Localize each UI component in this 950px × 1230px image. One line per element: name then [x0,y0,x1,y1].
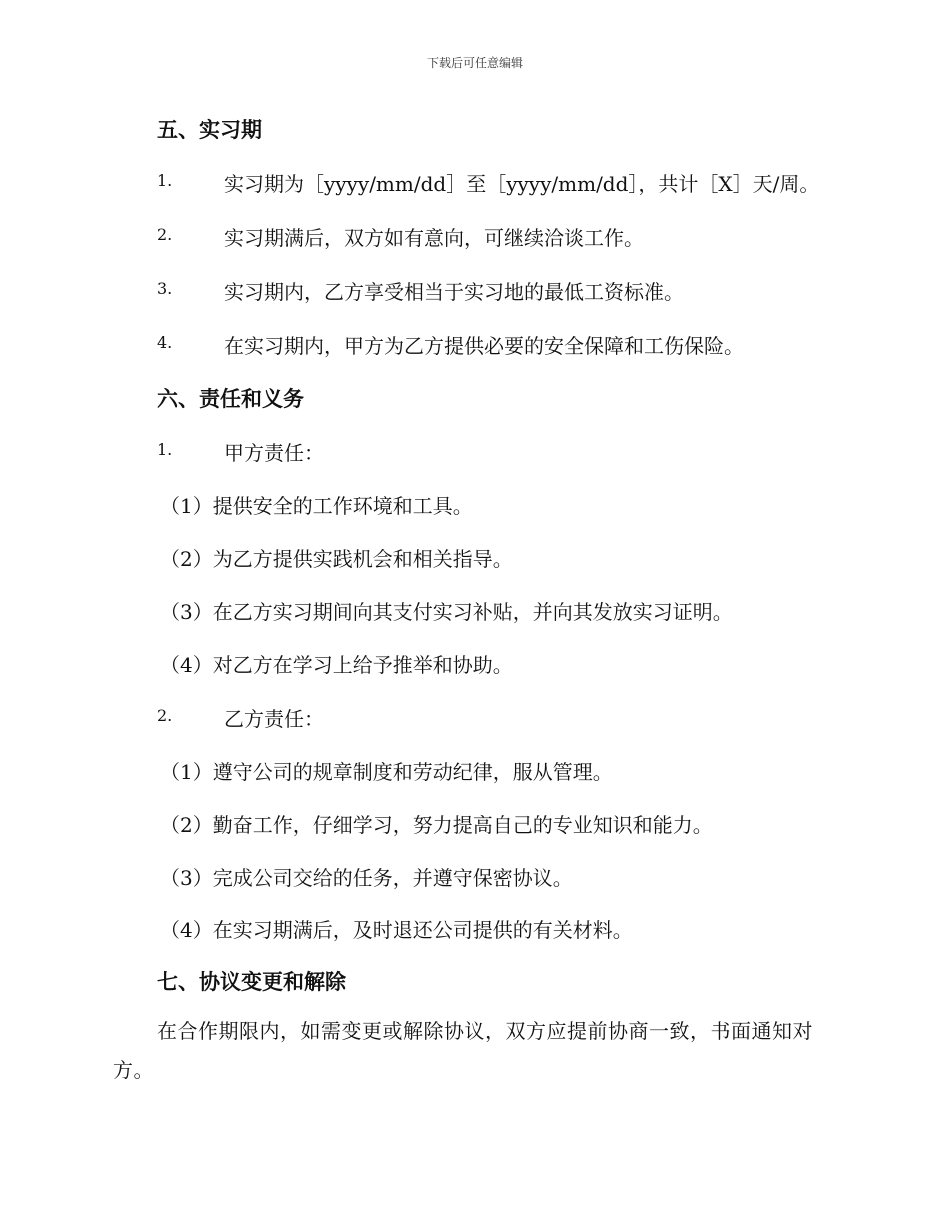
item-number: 2. [157,225,173,244]
section-heading-internship-period: 五、实习期 [157,117,262,142]
list-item: （2）为乙方提供实践机会和相关指导。 [160,547,513,571]
list-item: （1）提供安全的工作环境和工具。 [160,494,473,518]
list-item: （1）遵守公司的规章制度和劳动纪律，服从管理。 [160,760,613,784]
list-item: （3）完成公司交给的任务，并遵守保密协议。 [160,866,573,890]
item-text: 实习期为［yyyy/mm/dd］至［yyyy/mm/dd］，共计［X］天/周。 [224,172,820,196]
section-paragraph: 在合作期限内，如需变更或解除协议，双方应提前协商一致，书面通知对方。 [113,1019,813,1082]
item-text: 实习期满后，双方如有意向，可继续洽谈工作。 [224,226,644,250]
section-heading-responsibilities: 六、责任和义务 [157,386,304,411]
item-number: 3. [157,279,173,298]
item-number: 4. [157,333,173,352]
list-item: （2）勤奋工作，仔细学习，努力提高自己的专业知识和能力。 [160,813,713,837]
item-text: 甲方责任： [224,441,324,465]
section-heading-amendment: 七、协议变更和解除 [157,969,346,994]
item-text: 乙方责任： [224,707,324,731]
list-item: （4）对乙方在学习上给予推举和协助。 [160,653,513,677]
page-header-note: 下载后可任意编辑 [426,56,523,70]
list-item: （4）在实习期满后，及时退还公司提供的有关材料。 [160,918,633,942]
item-number: 1. [157,171,173,190]
item-number: 2. [157,706,173,725]
item-text: 实习期内，乙方享受相当于实习地的最低工资标准。 [224,280,684,304]
list-item: （3）在乙方实习期间向其支付实习补贴，并向其发放实习证明。 [160,600,733,624]
item-text: 在实习期内，甲方为乙方提供必要的安全保障和工伤保险。 [224,334,744,358]
item-number: 1. [157,440,173,459]
